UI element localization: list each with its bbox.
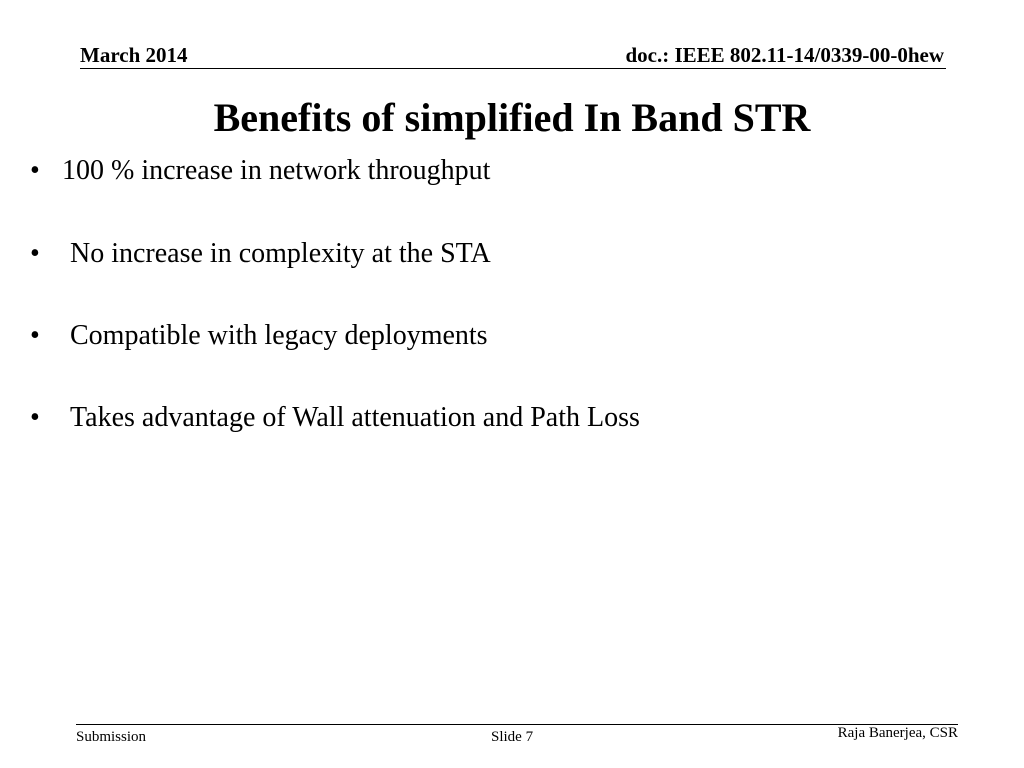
bullet-text: Takes advantage of Wall attenuation and Path Loss [70, 402, 640, 433]
bullet-item [30, 319, 488, 353]
bullet-marker: • [30, 402, 40, 433]
bullet-marker: • [30, 238, 40, 269]
footer-author: Raja Banerjea, CSR [837, 725, 958, 741]
header-divider [80, 68, 946, 69]
footer-slide-number: Slide 7 [491, 729, 534, 745]
bullet-text: No increase in complexity at the STA [70, 238, 491, 269]
bullet-text: Compatible with legacy deployments [70, 320, 488, 351]
slide-title: Benefits of simplified In Band STR [213, 95, 811, 140]
header-doc-id: doc.: IEEE 802.11-14/0339-00-0hew [625, 43, 944, 67]
bullet-item [30, 237, 491, 271]
footer-divider [76, 724, 958, 725]
header-date: March 2014 [80, 43, 188, 67]
bullet-item [30, 401, 640, 435]
bullet-item [30, 154, 490, 188]
bullet-marker: • [30, 320, 40, 351]
bullet-marker: • [30, 155, 40, 186]
bullet-text: 100 % increase in network throughput [62, 155, 491, 186]
footer-submission: Submission [76, 729, 147, 745]
